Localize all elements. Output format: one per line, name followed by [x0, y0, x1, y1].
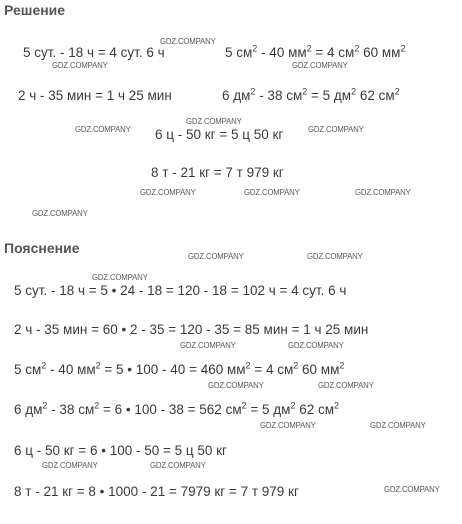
- text-segment: 60 мм: [359, 45, 401, 60]
- exponent: 2: [241, 400, 247, 411]
- explanation-line-1: [14, 283, 346, 298]
- text-segment: = 5 • 100 - 40 = 460 мм: [100, 362, 246, 377]
- watermark: GDZ.COMPANY: [186, 116, 242, 126]
- watermark: GDZ.COMPANY: [42, 460, 98, 470]
- text-segment: - 40 мм: [46, 362, 96, 377]
- watermark: GDZ.COMPANY: [92, 272, 148, 282]
- text-segment: - 40 мм: [257, 45, 307, 60]
- exponent: 2: [252, 43, 258, 54]
- text-segment: 5 сут. - 18 ч = 5 • 24 - 18 = 120 - 18 = 102 ч = 4 сут. 6 ч: [14, 283, 347, 298]
- exponent: 2: [41, 360, 47, 371]
- text-segment: - 38 см: [47, 402, 95, 417]
- solution-line-1b: [225, 45, 405, 60]
- watermark: GDZ.COMPANY: [307, 251, 363, 261]
- text-segment: = 5 дм: [246, 402, 291, 417]
- solution-line-1a: 5 сут. - 18 ч = 4 сут. 6 ч: [23, 45, 165, 60]
- watermark: GDZ.COMPANY: [384, 484, 440, 494]
- text-segment: 5 см: [225, 45, 253, 60]
- text-segment: 62 см: [295, 402, 335, 417]
- watermark: GDZ.COMPANY: [292, 60, 348, 70]
- exponent: 2: [394, 86, 400, 97]
- explanation-line-6: [14, 484, 299, 499]
- text-segment: = 6 • 100 - 38 = 562 см: [99, 402, 242, 417]
- watermark: GDZ.COMPANY: [370, 420, 426, 430]
- explanation-heading: Пояснение: [4, 240, 80, 256]
- exponent: 2: [339, 360, 345, 371]
- exponent: 2: [293, 360, 299, 371]
- watermark: GDZ.COMPANY: [150, 460, 206, 470]
- text-segment: = 4 см: [311, 45, 355, 60]
- watermark: GDZ.COMPANY: [244, 187, 300, 197]
- exponent: 2: [245, 360, 251, 371]
- exponent: 2: [94, 400, 100, 411]
- watermark: GDZ.COMPANY: [260, 420, 316, 430]
- exponent: 2: [290, 400, 296, 411]
- text-segment: 62 см: [356, 88, 395, 103]
- explanation-line-4: [14, 402, 339, 417]
- exponent: 2: [354, 43, 360, 54]
- exponent: 2: [302, 86, 308, 97]
- solution-line-4: 8 т - 21 кг = 7 т 979 кг: [151, 165, 284, 180]
- explanation-line-5: [14, 443, 227, 458]
- watermark: GDZ.COMPANY: [75, 124, 131, 134]
- solution-heading: Решение: [4, 2, 66, 18]
- watermark: GDZ.COMPANY: [288, 340, 344, 350]
- text-segment: 2 ч - 35 мин = 60 • 2 - 35 = 120 - 35 = 85 мин = 1 ч 25 мин: [14, 322, 369, 337]
- solution-line-2a: 2 ч - 35 мин = 1 ч 25 мин: [18, 88, 172, 103]
- text-segment: 6 ц - 50 кг = 6 • 100 - 50 = 5 ц 50 кг: [14, 443, 227, 458]
- solution-line-3: 6 ц - 50 кг = 5 ц 50 кг: [155, 127, 284, 142]
- exponent: 2: [95, 360, 101, 371]
- explanation-line-2: [14, 322, 368, 337]
- text-segment: 8 т - 21 кг = 8 • 1000 - 21 = 7979 кг = 7 т 979 кг: [14, 484, 299, 499]
- text-segment: 6 дм: [14, 402, 43, 417]
- watermark: GDZ.COMPANY: [355, 187, 411, 197]
- exponent: 2: [400, 43, 406, 54]
- text-segment: = 5 дм: [307, 88, 352, 103]
- exponent: 2: [42, 400, 48, 411]
- watermark: GDZ.COMPANY: [188, 251, 244, 261]
- exponent: 2: [334, 400, 340, 411]
- watermark: GDZ.COMPANY: [52, 60, 108, 70]
- text-segment: - 38 см: [255, 88, 303, 103]
- text-segment: = 4 см: [250, 362, 294, 377]
- exponent: 2: [351, 86, 357, 97]
- watermark: GDZ.COMPANY: [160, 36, 216, 46]
- watermark: GDZ.COMPANY: [140, 187, 196, 197]
- text-segment: 5 см: [14, 362, 42, 377]
- solution-line-2b: [222, 88, 400, 103]
- watermark: GDZ.COMPANY: [180, 340, 236, 350]
- watermark: GDZ.COMPANY: [308, 124, 364, 134]
- watermark: GDZ.COMPANY: [32, 208, 88, 218]
- explanation-line-3: [14, 362, 344, 377]
- watermark: GDZ.COMPANY: [318, 380, 374, 390]
- exponent: 2: [250, 86, 256, 97]
- text-segment: 6 дм: [222, 88, 251, 103]
- exponent: 2: [306, 43, 312, 54]
- watermark: GDZ.COMPANY: [208, 380, 264, 390]
- text-segment: 60 мм: [298, 362, 340, 377]
